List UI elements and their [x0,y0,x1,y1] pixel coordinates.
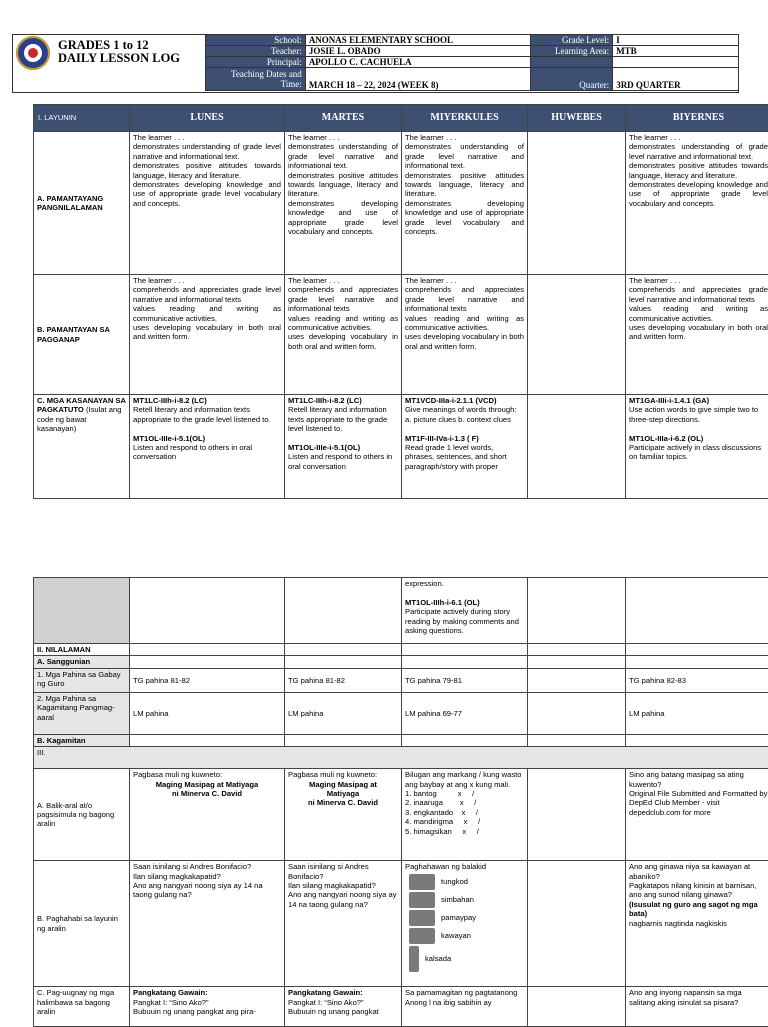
day-martes: MARTES [285,105,402,132]
paghahabi-miyerkules: Paghahawan ng balakid tungkod simbahan pamaypay kawayan kalsada [402,861,528,987]
dates-label: Teaching Dates and Time: [206,68,306,91]
pag-uugnay-miyerkules: Sa pamamagitan ng pagtatanong Anong l na ibig sabihin ay [402,987,528,1027]
gabay-label: 1. Mga Pahina sa Gabay ng Guro [34,668,130,692]
paghahabi-lunes: Saan isinilang si Andres Bonifacio? Ilan silang magkakapatid? Ano ang nangyari noong siya ay 14 na taong gulang na? [130,861,285,987]
lm-biyernes: LM pahina [626,692,768,734]
table-row [34,861,768,987]
cell-c-lunes: MT1LC-IIIh-i-8.2 (LC) Retell literary and information texts appropriate to the grade level listened to. MT1OL-IIIe-i-5.1(OL) Listen and respond to others in oral conversation [130,395,285,499]
street-image-icon [409,946,419,972]
quarter-label: Quarter: [531,68,613,91]
deped-seal-icon [16,36,50,70]
table-row [34,578,768,644]
table-row [34,275,768,395]
days-header-row [34,105,768,132]
grade-label: Grade Level: [531,35,613,46]
row-label-kasanayan: C. MGA KASANAYAN SA PAGKATUTO (Isulat ang code ng bawat kasanayan) [34,395,130,499]
row-label-pamantayang: A. PAMANTAYANG PANGNILALAMAN [34,132,130,275]
cell-b-lunes: The learner . . . comprehends and appreciates grade level narrative and informational texts values reading and writing as communicative activities. uses developing vocabulary in both oral and written form. [130,275,285,395]
grade-value: I [613,35,739,46]
gabay-biyernes: TG pahina 82-83 [626,668,768,692]
school-label: School: [206,35,306,46]
fan-image-icon [409,910,435,926]
cell-cont-miyerkules: expression. MT1OL-IIIh-i-6.1 (OL) Participate actively during story reading by making comments and asking questions. [402,578,528,644]
balik-biyernes: Sino ang batang masipag sa ating kuwento? Original File Submitted and Formatted by DepEd Club Member - visit depedclub.com for more [626,769,768,861]
lesson-table-page1 [33,104,768,499]
table-row [34,668,768,692]
table-row [34,395,768,499]
quarter-value: 3RD QUARTER [613,68,739,91]
cell-c-biyernes: MT1GA-IIIi-i-1.4.1 (GA) Use action words to give simple two to three-step directions. MT1OL-IIIa-i-6.2 (OL) Participate actively in class discussions on familiar topics. [626,395,768,499]
cell-a-lunes: The learner . . . demonstrates understanding of grade level narrative and informational text. demonstrates positive attitudes towards language, literacy and literature. demonstrates developing knowledge and use of appropriate grade level vocabulary and concepts. [130,132,285,275]
cell-a-huwebes [528,132,626,275]
balik-aral-label: A. Balik-aral at/o pagsisimula ng bagong aralin [34,769,130,861]
lesson-table-page2 [33,577,768,1027]
table-row [34,644,768,656]
balik-lunes: Pagbasa muli ng kuwneto: Maging Masipag at Matiyaga ni Minerva C. David [130,769,285,861]
table-row [34,734,768,746]
balik-miyerkules: Bilugan ang markang / kung wasto ang baybay at ang x kung mali. 1. bantog x / 2. inaaruga x / 3. engkantado x / 4. mandirigma x / 5. himagsikan x / [402,769,528,861]
table-row [34,692,768,734]
day-huwebes: HUWEBES [528,105,626,132]
school-value: ANONAS ELEMENTARY SCHOOL [305,35,531,46]
lm-martes: LM pahina [285,692,402,734]
teacher-label: Teacher: [206,46,306,57]
table-row [34,769,768,861]
area-value: MTB [613,46,739,57]
gabay-miyerkules: TG pahina 79-81 [402,668,528,692]
day-miyerkules: MIYERKULES [402,105,528,132]
continuation-label [34,578,130,644]
day-biyernes: BIYERNES [626,105,768,132]
section-iii: III. [34,747,768,769]
row-label-pagganap: B. PAMANTAYAN SA PAGGANAP [34,275,130,395]
cell-a-biyernes: The learner . . . demonstrates understanding of grade level narrative and informational text. demonstrates positive attitudes towards language, literacy and literature. demonstrates developing knowledge and use of appropriate grade level vocabulary and concepts. [626,132,768,275]
section-layunin: I. LAYUNIN [34,105,130,132]
pag-uugnay-martes: Pangkatang Gawain: Pangkat I: “Sino Ako?” Bubuuin ng unang pangkat [285,987,402,1027]
area-label: Learning Area: [531,46,613,57]
table-row [34,987,768,1027]
paghahabi-label: B. Paghahabi sa layunin ng aralin [34,861,130,987]
principal-label: Principal: [206,57,306,68]
section-nilalaman: II. NILALAMAN [34,644,130,656]
table-row [34,747,768,769]
header-info-table [205,34,739,91]
balik-martes: Pagbasa muli ng kuwneto: Maging Masipag at Matiyaga ni Minerva C. David [285,769,402,861]
principal-value: APOLLO C. CACHUELA [305,57,531,68]
pag-uugnay-lunes: Pangkatang Gawain: Pangkat I: “Sino Ako?” Bubuuin ng unang pangkat ang pira- [130,987,285,1027]
lm-lunes: LM pahina [130,692,285,734]
gabay-lunes: TG pahina 81-82 [130,668,285,692]
kagamitan-label: 2. Mga Pahina sa Kagamitang Pangmag-aaral [34,692,130,734]
cell-c-huwebes [528,395,626,499]
dates-value: MARCH 18 – 22, 2024 (WEEK 8) [305,68,531,91]
lm-miyerkules: LM pahina 69-77 [402,692,528,734]
cell-c-miyerkules: MT1VCD-IIIa-i-2.1.1 (VCD) Give meanings of words through: a. picture clues b. context clues MT1F-III-IVa-i-1.3 ( F) Read grade 1 level words, phrases, sentences, and short paragraph/story with proper [402,395,528,499]
cell-a-martes: The learner . . . demonstrates understanding of grade level narrative and informational text. demonstrates positive attitudes towards language, literacy and literature. demonstrates developing knowledge and use of appropriate grade level vocabulary and concepts. [285,132,402,275]
paghahabi-biyernes: Ano ang ginawa niya sa kawayan at abaniko? Pagkatapos nilang kinisin at barnisan, ano ang sunod nilang ginawa? (Isusulat ng guro ang sagot ng mga bata) nagbarnis nagtinda nagkiskis [626,861,768,987]
bamboo-image-icon [409,928,435,944]
document-title: GRADES 1 to 12 DAILY LESSON LOG [58,39,180,65]
kagamitan-b-label: B. Kagamitan [34,734,130,746]
paghahabi-martes: Saan isinilang si Andres Bonifacio? Ilan silang magkakapatid? Ano ang nangyari noong siya ay 14 na taong gulang na? [285,861,402,987]
cell-b-huwebes [528,275,626,395]
gabay-martes: TG pahina 81-82 [285,668,402,692]
cane-image-icon [409,874,435,890]
table-row [34,132,768,275]
pag-uugnay-label: C. Pag-uugnay ng mga halimbawa sa bagong aralin [34,987,130,1027]
table-row [34,656,768,668]
day-lunes: LUNES [130,105,285,132]
cell-b-martes: The learner . . . comprehends and appreciates grade level narrative and informational texts values reading and writing as communicative activities. uses developing vocabulary in both oral and written form. [285,275,402,395]
church-image-icon [409,892,435,908]
pag-uugnay-biyernes: Ano ang inyong napansin sa mga salitang aking isinulat sa pisara? [626,987,768,1027]
cell-b-biyernes: The learner . . . comprehends and appreciates grade level narrative and informational texts values reading and writing as communicative activities. uses developing vocabulary in both oral and written form. [626,275,768,395]
cell-c-martes: MT1LC-IIIh-i-8.2 (LC) Retell literary and information texts appropriate to the grade level listened to. MT1OL-IIIe-i-5.1(OL) Listen and respond to others in oral conversation [285,395,402,499]
teacher-value: JOSIE L. OBADO [305,46,531,57]
sanggunian-label: A. Sanggunian [34,656,130,668]
cell-b-miyerkules: The learner . . . comprehends and appreciates grade level narrative and informational texts values reading and writing as communicative activities. uses developing vocabulary in both oral and written form. [402,275,528,395]
cell-a-miyerkules: The learner . . . demonstrates understanding of grade level narrative and informational text. demonstrates positive attitudes towards language, literacy and literature. demonstrates developing knowledge and use of appropriate grade level vocabulary and concepts. [402,132,528,275]
